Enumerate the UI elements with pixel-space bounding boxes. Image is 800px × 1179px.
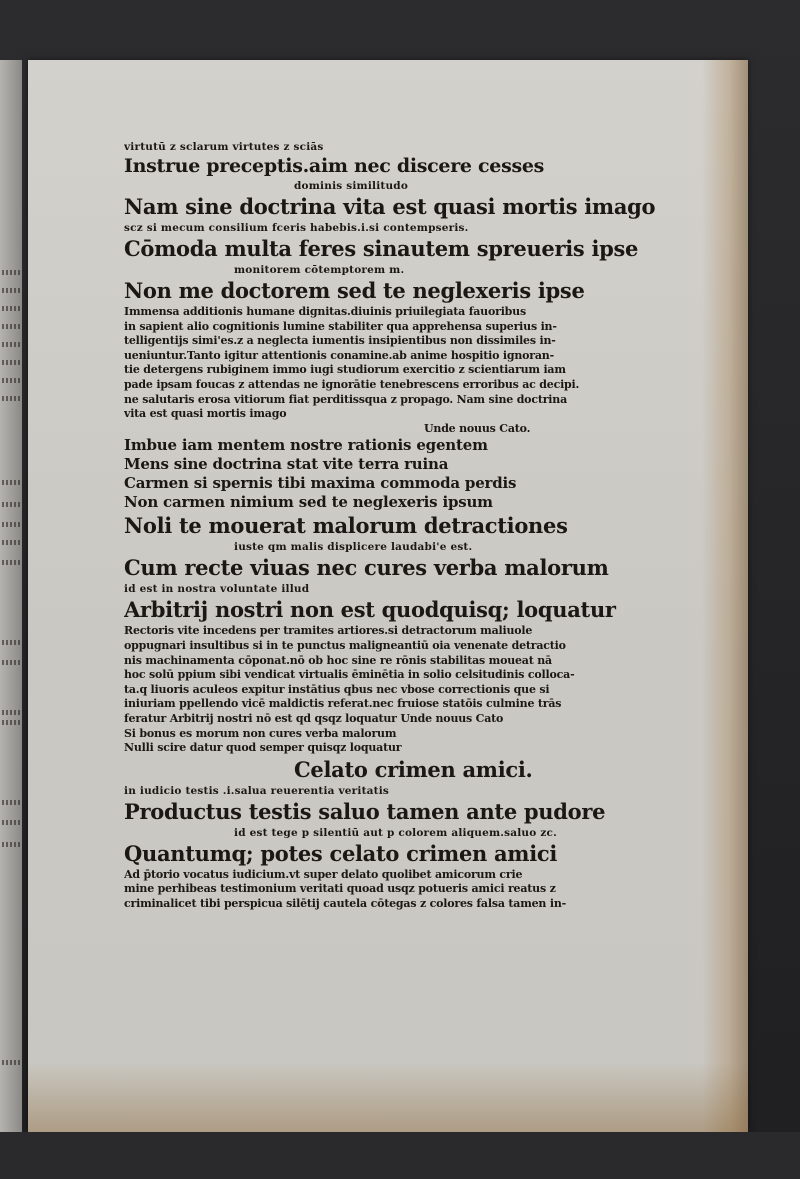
text-fragment: [2, 560, 20, 565]
commentary-line: Imbue iam mentem nostre rationis egentem: [124, 436, 488, 455]
commentary-line: in sapient alio cognitionis lumine stabiliter qua apprehensa superius in-: [124, 319, 557, 333]
commentary-line: Unde nouus Cato.: [424, 421, 531, 435]
gloss-line: iuste qm malis displicere laudabi'e est.: [234, 541, 473, 554]
text-fragment: [2, 502, 20, 507]
text-fragment: [2, 640, 20, 645]
commentary-line: oppugnari insultibus si in te punctus maligneantiū oia venenate detractio: [124, 638, 566, 652]
verse-line: Celato crimen amici.: [294, 756, 533, 782]
text-fragment: [2, 324, 20, 329]
commentary-line: hoc solū ppium sibi vendicat virtualis ēminētia in solio celsitudinis colloca-: [124, 668, 575, 682]
commentary-line: Nulli scire datur quod semper quisqz loquatur: [124, 741, 402, 755]
commentary-line: criminalicet tibi perspicua silētij cautela cōtegas z colores falsa tamen in-: [124, 896, 566, 910]
text-fragment: [2, 288, 20, 293]
commentary-line: nis machinamenta cōponat.nō ob hoc sine re rōnis stabilitas moueat nā: [124, 653, 552, 667]
commentary-line: feratur Arbitrij nostri nō est qd qsqz loquatur Unde nouus Cato: [124, 711, 504, 725]
gloss-line: virtutū z sclarum virtutes z sciās: [124, 141, 324, 153]
text-fragment: [2, 480, 20, 485]
text-fragment: [2, 270, 20, 275]
commentary-line: telligentijs simi'es.z a neglecta iumentis insipientibus non dissimiles in-: [124, 334, 556, 348]
text-fragment: [2, 306, 20, 311]
verse-line: Noli te mouerat malorum detractiones: [124, 513, 568, 539]
verse-line: Instrue preceptis.aim nec discere cesses: [124, 155, 545, 177]
verse-line: Productus testis saluo tamen ante pudore: [124, 798, 606, 824]
commentary-line: ta.q liuoris aculeos expitur instātius qbus nec vbose correctionis que si: [124, 682, 550, 696]
text-fragment: [2, 842, 20, 847]
page-text: [124, 140, 724, 911]
gloss-line: dominis similitudo: [294, 180, 409, 192]
verse-line: Arbitrij nostri non est quodquisq; loquatur: [124, 597, 616, 623]
gloss-line: id est tege p silentiū aut p colorem aliquem.saluo zc.: [234, 826, 557, 839]
commentary-line: mine perhibeas testimonium veritati quoad usqz potueris amici reatus z: [124, 882, 556, 896]
commentary-line: ne salutaris erosa vitiorum fiat perditissqua z propago. Nam sine doctrina: [124, 392, 568, 406]
gloss-line: scz si mecum consilium fceris habebis.i.si contempseris.: [124, 222, 469, 234]
text-fragment: [2, 342, 20, 347]
commentary-line: vita est quasi mortis imago: [124, 407, 287, 421]
text-fragment: [2, 1060, 20, 1065]
verse-line: Non me doctorem sed te neglexeris ipse: [124, 278, 585, 303]
text-fragment: [2, 378, 20, 383]
text-fragment: [2, 800, 20, 805]
bottom-band: [0, 1132, 800, 1179]
verse-line: Quantumq; potes celato crimen amici: [124, 840, 558, 866]
document-page: [28, 60, 748, 1132]
gloss-line: id est in nostra voluntate illud: [124, 583, 310, 596]
text-fragment: [2, 720, 20, 725]
commentary-line: tie detergens rubiginem immo iugi studiorum exercitio z scientiarum iam: [124, 363, 566, 377]
commentary-line: Immensa additionis humane dignitas.diuinis priuilegiata fauoribus: [124, 305, 526, 318]
commentary-line: pade ipsam foucas z attendas ne ignorātie tenebrescens erroribus ac decipi.: [124, 377, 580, 391]
gloss-line: monitorem cōtemptorem m.: [234, 264, 405, 276]
commentary-line: Ad p̄torio vocatus iudicium.vt super delato quolibet amicorum crie: [124, 867, 523, 881]
commentary-line: Non carmen nimium sed te neglexeris ipsum: [124, 493, 493, 512]
verse-line: Cōmoda multa feres sinautem spreueris ipse: [124, 236, 639, 261]
text-fragment: [2, 540, 20, 545]
commentary-line: iniuriam ppellendo vicē maldictis referat.nec fruiose statōis culmine trās: [124, 697, 562, 711]
gloss-line: in iudicio testis .i.salua reuerentia veritatis: [124, 784, 389, 797]
text-fragment: [2, 360, 20, 365]
page-bottom-shading: [28, 1062, 748, 1132]
commentary-line: Rectoris vite incedens per tramites artiores.si detractorum maliuole: [124, 624, 533, 638]
text-fragment: [2, 660, 20, 665]
text-fragment: [2, 396, 20, 401]
text-fragment: [2, 820, 20, 825]
adjacent-page-edge: [0, 60, 22, 1140]
commentary-line: Carmen si spernis tibi maxima commoda perdis: [124, 474, 517, 493]
text-fragment: [2, 522, 20, 527]
verse-line: Cum recte viuas nec cures verba malorum: [124, 555, 609, 581]
verse-line: Nam sine doctrina vita est quasi mortis imago: [124, 194, 656, 219]
commentary-line: Mens sine doctrina stat vite terra ruina: [124, 455, 449, 474]
commentary-line: Si bonus es morum non cures verba malorum: [124, 726, 397, 740]
text-fragment: [2, 710, 20, 715]
commentary-line: ueniuntur.Tanto igitur attentionis conamine.ab anime hospitio ignoran-: [124, 348, 554, 362]
